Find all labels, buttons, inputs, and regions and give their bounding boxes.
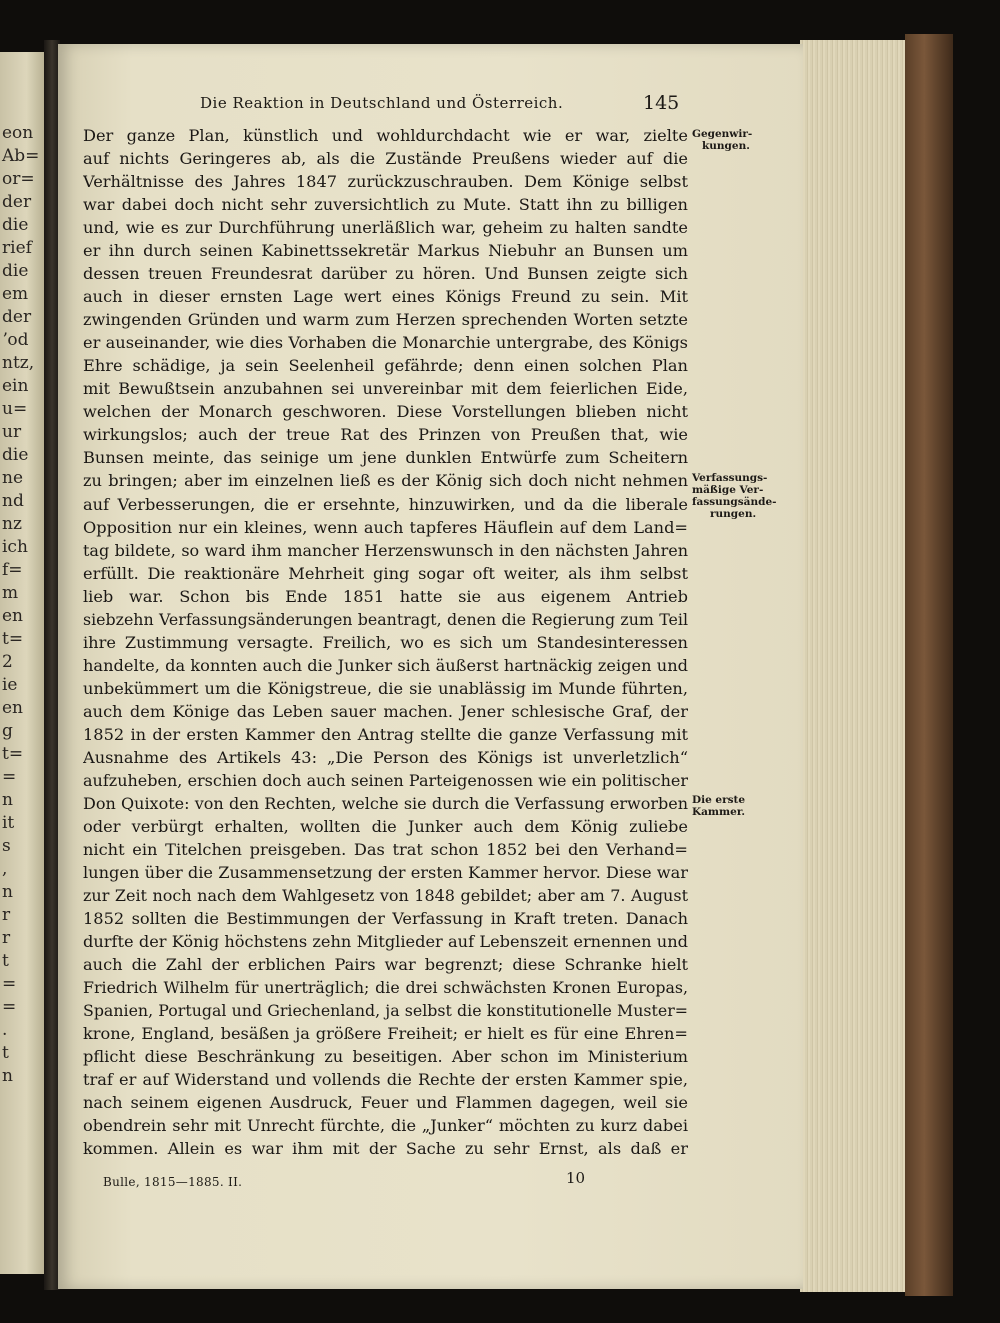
text-line: dessen treuen Freundesrat darüber zu hören. Und Bunsen zeigte sich [83,264,688,284]
margin-note-line: fassungsände- [692,496,777,508]
text-line: Verhältnisse des Jahres 1847 zurückzuschrauben. Dem Könige selbst [83,172,688,192]
previous-page-fragment: r [2,905,11,925]
running-head: Die Reaktion in Deutschland und Österreich. [200,94,564,112]
previous-page-fragment: u= [2,399,28,419]
previous-page-fragment: r [2,928,11,948]
previous-page-fragment: ntz, [2,353,35,373]
text-line: auf nichts Geringeres ab, als die Zustände Preußens wieder auf die [83,149,688,169]
text-line: traf er auf Widerstand und vollends die Rechte der ersten Kammer spie, [83,1070,688,1090]
text-line: lieb war. Schon bis Ende 1851 hatte sie aus eigenem Antrieb [83,586,688,606]
text-line: nicht ein Titelchen preisgeben. Das trat schon 1852 bei den Verhand= [83,839,688,859]
previous-page-fragment: = [2,767,17,787]
text-line: erfüllt. Die reaktionäre Mehrheit ging sogar oft weiter, als ihm selbst [83,563,688,583]
margin-note-line: kungen. [702,140,750,152]
text-line: unbekümmert um die Königstreue, die sie unablässig im Munde führten, [83,678,688,698]
printer-signature: Bulle, 1815—1885. II. [103,1175,243,1189]
text-line: er auseinander, wie dies Vorhaben die Monarchie untergrabe, des Königs [83,333,688,353]
margin-note-line: Kammer. [692,806,746,818]
previous-page-fragment: nz [2,514,22,534]
previous-page-fragment: it [2,813,15,833]
text-line: welchen der Monarch geschworen. Diese Vorstellungen blieben nicht [83,402,688,422]
page-header [200,94,720,120]
previous-page-fragment: der [2,307,32,327]
text-line: Spanien, Portugal und Griechenland, ja selbst die konstitutionelle Muster= [83,1001,688,1021]
text-line: mit Bewußtsein anzubahnen sei unvereinbar mit dem feierlichen Eide, [83,379,688,399]
text-line: aufzuheben, erschien doch auch seinen Parteigenossen wie ein politischer [83,770,688,790]
margin-note-line: rungen. [710,508,757,520]
text-line: tag bildete, so ward ihm mancher Herzenswunsch in den nächsten Jahren [83,540,688,560]
margin-note-gegenwirkungen [692,128,772,152]
text-line: und, wie es zur Durchführung unerläßlich war, geheim zu halten sandte [83,218,688,238]
previous-page-fragment: = [2,974,17,994]
previous-page-fragment: ʼod [2,330,29,350]
previous-page-fragment: ie [2,675,18,695]
sheet-mark: 10 [566,1169,586,1187]
margin-note-verfassungsaenderungen [692,472,777,520]
previous-page-fragment: ich [2,537,28,557]
text-line: 1852 in der ersten Kammer den Antrag stellte die ganze Verfassung mit [83,724,688,744]
previous-page-fragment: en [2,606,24,626]
page-number: 145 [643,92,680,114]
previous-page-fragment: die [2,215,29,235]
previous-page-fragment: = [2,997,17,1017]
previous-page-fragment: n [2,790,13,810]
previous-page-fragment: rief [2,238,32,258]
text-line: oder verbürgt erhalten, wollten die Junker auch dem König zuliebe [83,816,688,836]
text-line: pflicht diese Beschränkung zu beseitigen. Aber schon im Ministerium [83,1047,688,1067]
margin-note-line: Verfassungs- [692,472,768,484]
text-line: kommen. Allein es war ihm mit der Sache zu sehr Ernst, als daß er [83,1139,688,1159]
text-line: zur Zeit noch nach dem Wahlgesetz von 1848 gebildet; aber am 7. August [83,886,688,906]
text-line: er ihn durch seinen Kabinettssekretär Markus Niebuhr an Bunsen um [83,241,688,261]
previous-page-fragment: Ab= [2,146,40,166]
text-line: Opposition nur ein kleines, wenn auch tapferes Häuflein auf dem Land= [83,517,688,537]
text-line: war dabei doch nicht sehr zuversichtlich zu Mute. Statt ihn zu billigen [83,195,688,215]
previous-page-fragment: nd [2,491,24,511]
text-line: durfte der König höchstens zehn Mitglieder auf Lebenszeit ernennen und [83,932,688,952]
text-line: Der ganze Plan, künstlich und wohldurchdacht wie er war, zielte [83,126,688,145]
previous-page-fragment: , [2,859,8,879]
previous-page-fragment: ein [2,376,29,396]
text-line: zu bringen; aber im einzelnen ließ es der König sich doch nicht nehmen [83,471,688,491]
page-stack-edge [800,40,912,1292]
text-line: ihre Zustimmung versagte. Freilich, wo es sich um Standesinteressen [83,632,688,652]
previous-page-fragment: n [2,1066,13,1086]
text-line: lungen über die Zusammensetzung der ersten Kammer hervor. Diese war [83,863,688,882]
previous-page-fragment: m [2,583,19,603]
previous-page-fragment: t= [2,744,24,764]
previous-page-fragment: t [2,951,9,971]
previous-page-fragment: g [2,721,13,741]
text-line: 1852 sollten die Bestimmungen der Verfassung in Kraft treten. Danach [83,909,688,929]
previous-page-fragment: 2 [2,652,13,672]
text-line: auf Verbesserungen, die er ersehnte, hinzuwirken, und da die liberale [83,494,688,514]
book-cover-edge [905,34,953,1296]
previous-page-fragment: n [2,882,13,902]
text-line: Bunsen meinte, das seinige um jene dunklen Entwürfe zum Scheitern [83,448,688,468]
previous-page-fragment: ne [2,468,24,488]
text-line: nach seinem eigenen Ausdruck, Feuer und Flammen dagegen, weil sie [83,1093,688,1113]
text-line: Don Quixote: von den Rechten, welche sie durch die Verfassung erworben [83,793,688,813]
text-line: auch in dieser ernsten Lage wert eines Königs Freund zu sein. Mit [83,287,688,307]
previous-page-fragment: s [2,836,11,856]
text-line: auch dem Könige das Leben sauer machen. Jener schlesische Graf, der [83,701,688,721]
previous-page-fragment: en [2,698,24,718]
previous-page-fragment: f= [2,560,23,580]
margin-note-line: Die erste [692,794,746,806]
previous-page-fragment: . [2,1020,8,1040]
text-line: Friedrich Wilhelm für unerträglich; die drei schwächsten Kronen Europas, [83,978,688,998]
text-line: Ausnahme des Artikels 43: „Die Person des Königs ist unverletzlich“ [83,747,688,767]
previous-page-fragment: der [2,192,32,212]
main-text-block [83,124,688,1160]
text-line: siebzehn Verfassungsänderungen beantragt, denen die Regierung zum Teil [83,609,688,629]
margin-note-line: mäßige Ver- [692,484,764,496]
text-line: zwingenden Gründen und warm zum Herzen sprechenden Worten setzte [83,310,688,330]
previous-page-fragment: die [2,445,29,465]
text-line: obendrein sehr mit Unrecht fürchte, die „Junker“ möchten zu kurz dabei [83,1116,688,1136]
previous-page-fragment: t [2,1043,9,1063]
text-line: wirkungslos; auch der treue Rat des Prinzen von Preußen that, wie [83,425,688,445]
text-line: krone, England, besäßen ja größere Freiheit; er hielt es für eine Ehren= [83,1024,688,1044]
margin-note-erste-kammer [692,794,772,818]
previous-page-fragment: or= [2,169,35,189]
text-line: Ehre schädige, ja sein Seelenheil gefährde; denn einen solchen Plan [83,356,688,376]
previous-page-fragment: em [2,284,29,304]
previous-page-edge [0,52,44,1274]
text-line: handelte, da konnten auch die Junker sich äußerst hartnäckig zeigen und [83,655,688,675]
margin-note-line: Gegenwir- [692,128,753,140]
previous-page-fragment: t= [2,629,24,649]
previous-page-fragment: ur [2,422,22,442]
previous-page-fragment: eon [2,123,34,143]
text-line: auch die Zahl der erblichen Pairs war begrenzt; diese Schranke hielt [83,955,688,975]
previous-page-fragment: die [2,261,29,281]
